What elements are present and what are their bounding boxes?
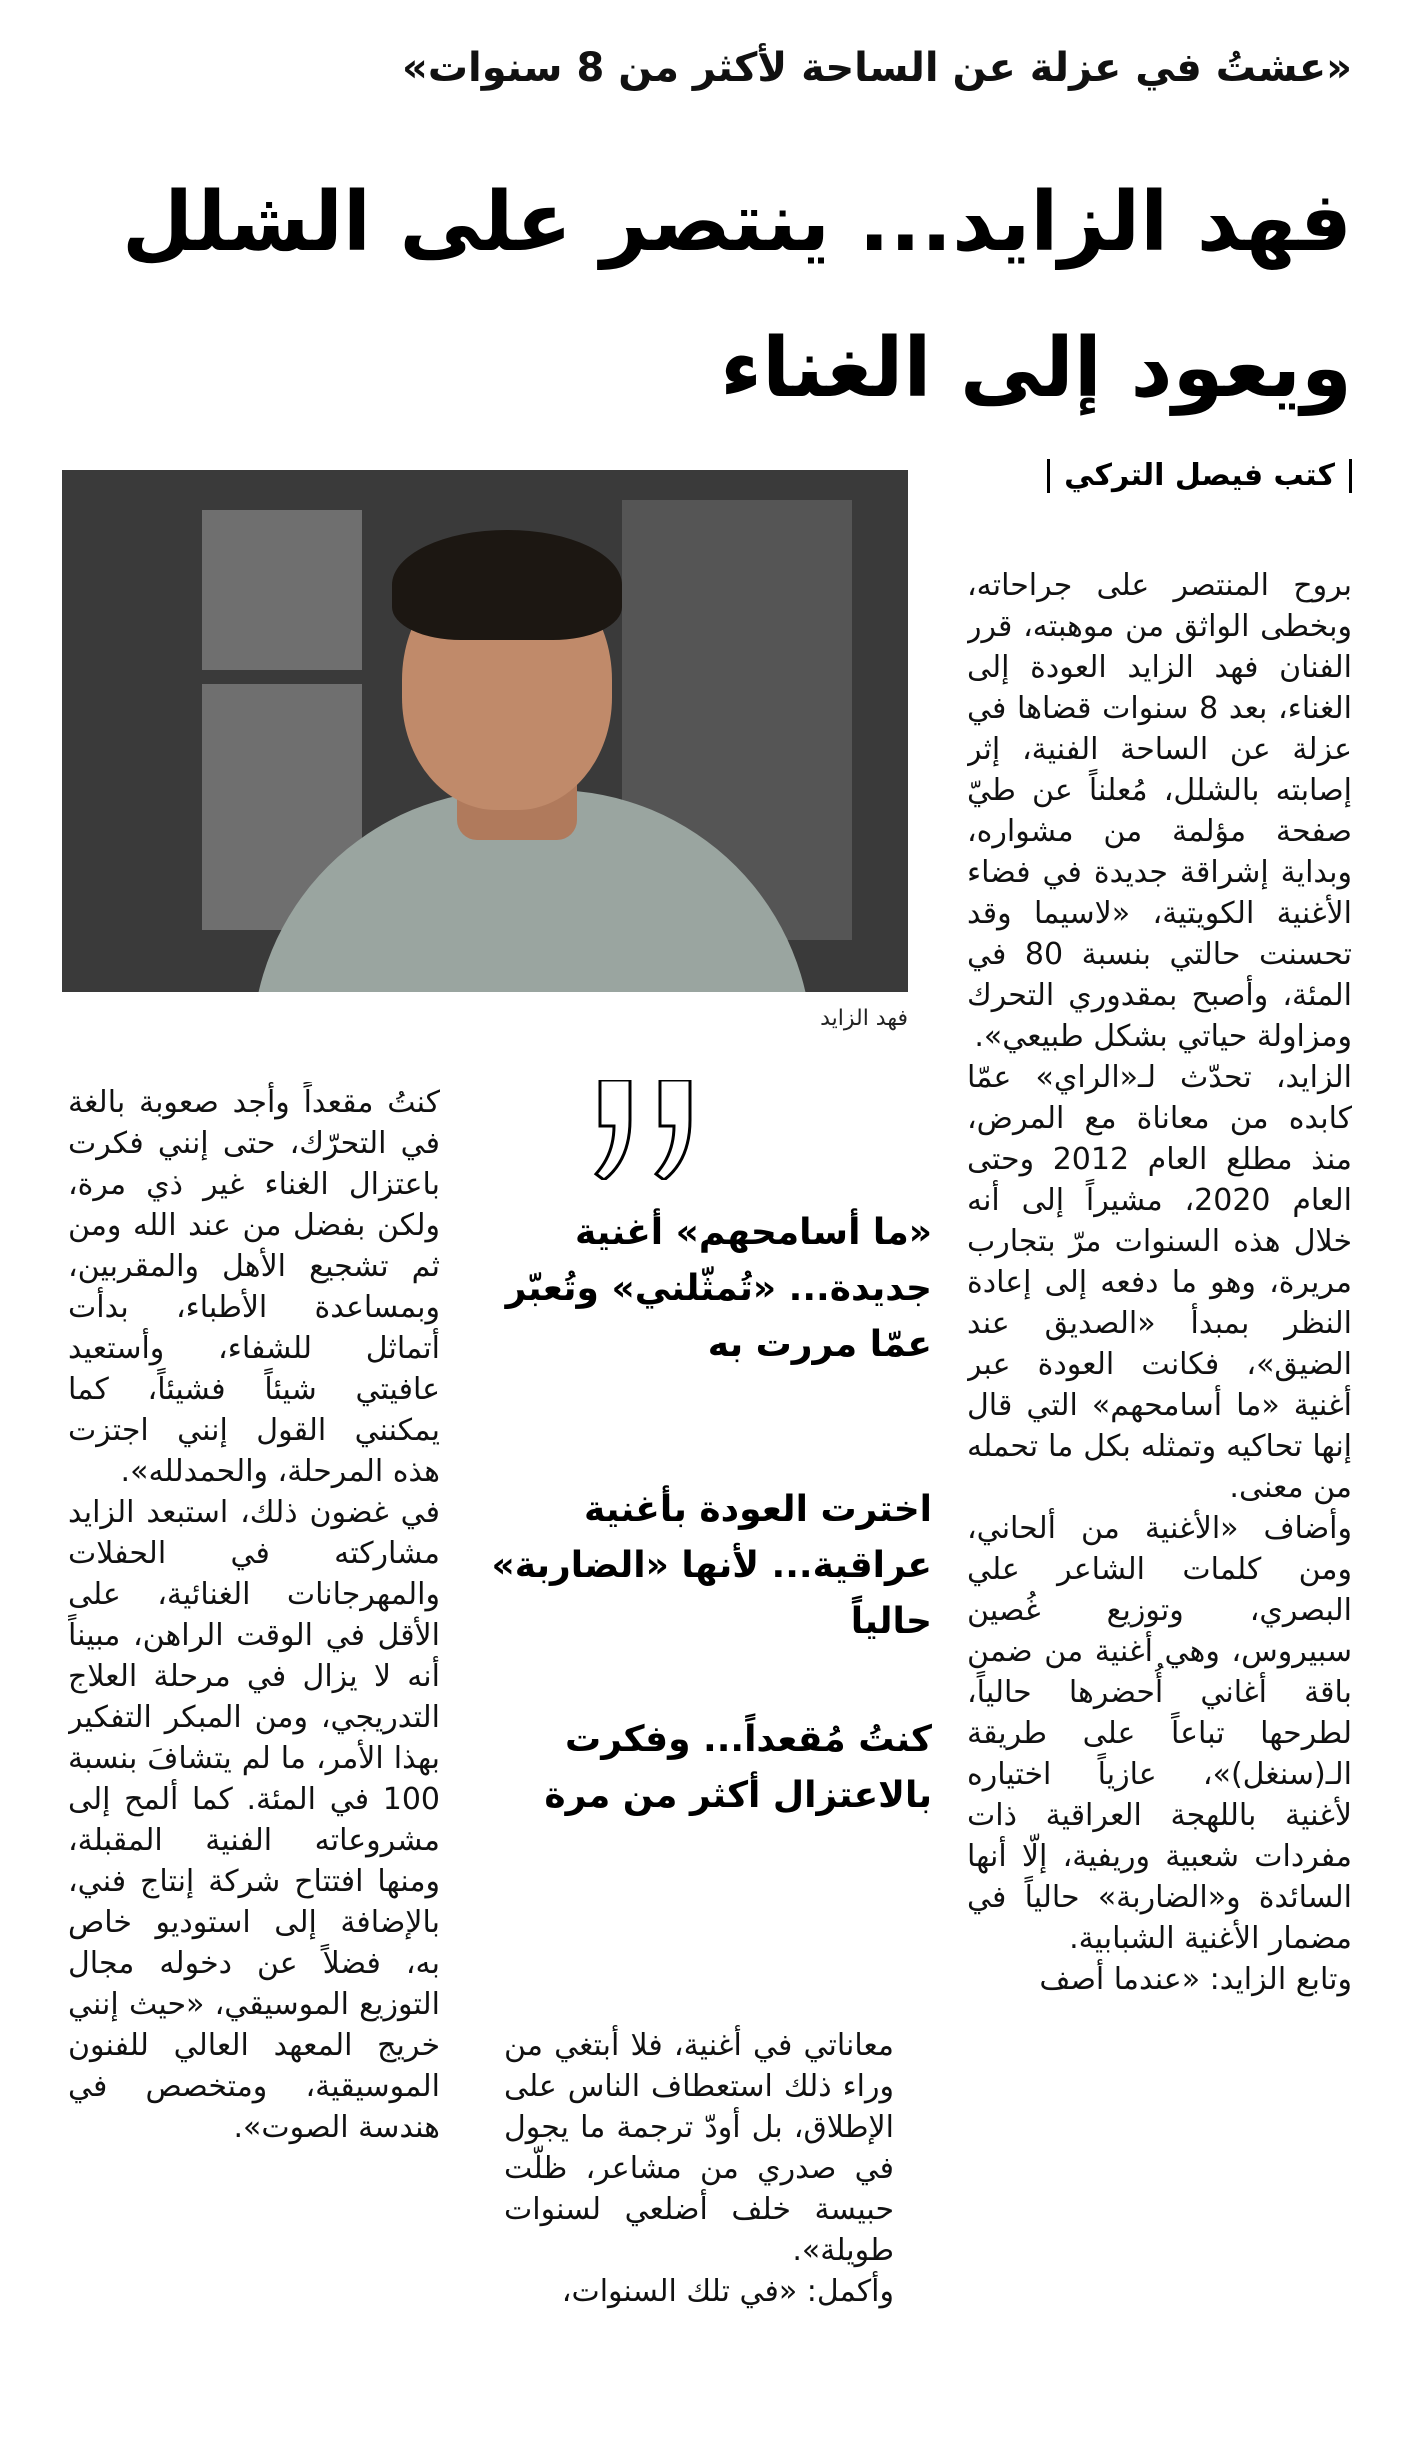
pull-quote: اخترت العودة بأغنية عراقية... لأنها «الضاربة» حالياً [491,1489,932,1642]
body-paragraph: الزايد، تحدّث لـ«الراي» عمّا كابده من معاناة مع المرض، منذ مطلع العام 2012 وحتى العام 2020، مشيراً إلى أنه خلال هذه السنوات مرّ بتجارب مريرة، وهو ما دفعه إلى إعادة النظر بمبدأ «الصديق عند الضيق»، فكانت العودة عبر أغنية «ما أسامحهم» التي قال إنها تحاكيه وتمثله بكل ما تحمله من معنى. [967,1060,1352,1505]
pull-quote: «ما أسامحهم» أغنية جديدة... «تُمثّلني» وتُعبّر عمّا مررت به [505,1212,932,1365]
byline [1047,456,1352,496]
body-paragraph: وأكمل: «في تلك السنوات، [561,2274,894,2309]
body-paragraph: معاناتي في أغنية، فلا أبتغي من وراء ذلك استعطاف الناس على الإطلاق، بل أودّ ترجمة ما يجول في صدري من مشاعر، ظلّت حبيسة خلف أضلعي لسنوات طويلة». [504,2028,894,2268]
pull-quote: كنتُ مُقعداً... وفكرت بالاعتزال أكثر من مرة [544,1719,932,1816]
body-column-right [967,565,1352,2425]
body-paragraph: بروح المنتصر على جراحاته، وبخطى الواثق من موهبته، قرر الفنان فهد الزايد العودة إلى الغناء، بعد 8 سنوات قضاها في عزلة عن الساحة الفنية، إثر إصابته بالشلل، مُعلناً عن طيّ صفحة مؤلمة من مشواره، وبداية إشراقة جديدة في فضاء الأغنية الكويتية، «لاسيما وقد تحسنت حالتي بنسبة 80 في المئة، وأصبح بمقدوري التحرك ومزاولة حياتي بشكل طبيعي». [967,568,1352,1054]
article-kicker: «عشتُ في عزلة عن الساحة لأكثر من 8 سنوات» [402,45,1352,91]
body-column-middle [504,2025,894,2425]
byline-bar-right [1349,459,1352,493]
quote-marks-icon [592,1080,708,1180]
body-paragraph: وأضاف «الأغنية من ألحاني، ومن كلمات الشاعر علي البصري، وتوزيع غُصين سبيروس، وهي أغنية من ضمن باقة أغاني أُحضرها حالياً، لطرحها تباعاً على طريقة الـ(سنغل)»، عازياً اختياره لأغنية باللهجة العراقية ذات مفردات شعبية وريفية، إلّا أنها السائدة و«الضاربة» حالياً في مضمار الأغنية الشبابية. [967,1511,1352,1956]
body-paragraph: وتابع الزايد: «عندما أصف [1039,1962,1352,1997]
photo-subject-hair [392,530,622,640]
body-paragraph: في غضون ذلك، استبعد الزايد مشاركته في الحفلات والمهرجانات الغنائية، على الأقل في الوقت الراهن، مبيناً أنه لا يزال في مرحلة العلاج التدريجي، ومن المبكر التفكير بهذا الأمر، ما لم يتشافَ بنسبة 100 في المئة. كما ألمح إلى مشروعاته الفنية المقبلة، ومنها افتتاح شركة إنتاج فني، بالإضافة إلى استوديو خاص به، فضلاً عن دخوله مجال التوزيع الموسيقي، «حيث إنني خريج المعهد العالي للفنون الموسيقية، ومتخصص في هندسة الصوت». [68,1495,440,2145]
article-photo [62,470,908,992]
body-paragraph: كنتُ مقعداً وأجد صعوبة بالغة في التحرّك، حتى إنني فكرت باعتزال الغناء غير ذي مرة، ولكن بفضل من عند الله ومن ثم تشجيع الأهل والمقربين، وبمساعدة الأطباء، بدأت أتماثل للشفاء، وأستعيد عافيتي شيئاً فشيئاً، كما يمكنني القول إنني اجتزت هذه المرحلة، والحمدلله». [68,1085,440,1489]
byline-bar-left [1047,459,1050,493]
byline-text: كتب فيصل التركي [1064,458,1335,493]
article-headline: فهد الزايد... ينتصر على الشلل ويعود إلى الغناء [122,175,1352,416]
photo-caption: فهد الزايد [820,1006,908,1031]
body-column-left [68,1082,440,2422]
